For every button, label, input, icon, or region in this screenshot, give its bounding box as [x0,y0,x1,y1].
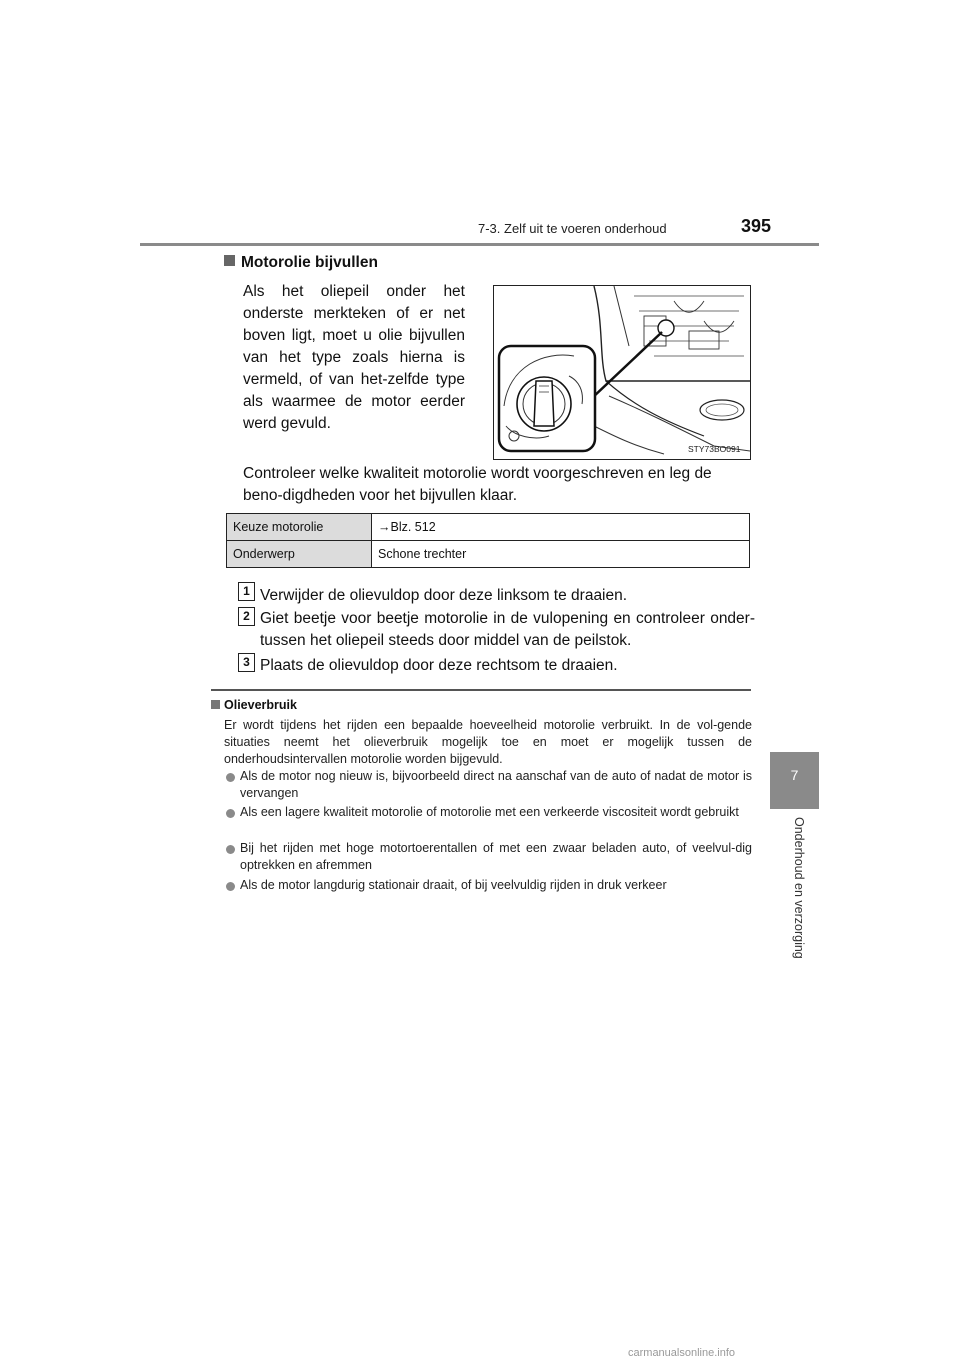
heading-text: Motorolie bijvullen [241,254,378,271]
bullet-dot-icon [226,809,235,818]
figure-code: STY73BO091 [688,444,741,454]
step-number-badge: 3 [238,653,255,672]
table-value: Schone trechter [372,541,750,568]
bullet-dot-icon [226,845,235,854]
bullet-dot-icon [226,882,235,891]
intro-paragraph: Als het oliepeil onder het onderste merkteken of er net boven ligt, moet u olie bijvullen van het type zoals hierna is vermeld, of van het-zelfde type als waarmee de motor eerder werd gevuld. [243,283,465,432]
step-number-badge: 1 [238,582,255,601]
note-paragraph: Er wordt tijdens het rijden een bepaalde hoeveelheid motorolie verbruikt. In de vol-gende situaties neemt het olieverbruik mogelijk toe en moet er mogelijk tussen de onderhoudsintervallen motorolie worden bijgevuld. [224,718,752,766]
table-row [227,541,750,568]
list-item: Bij het rijden met hoge motortoerentallen of met een zwaar beladen auto, of veelvul-dig optrekken en afremmen [240,841,752,872]
section-title: 7-3. Zelf uit te voeren onderhoud [478,221,667,236]
engine-illustration [493,285,751,460]
watermark: carmanualsonline.info [628,1347,736,1359]
section-divider [211,689,751,691]
oil-filler-cap-illustration [494,286,750,459]
step-text: Verwijder de olievuldop door deze linksom te draaien. [260,587,628,604]
table-value: →Blz. 512 [372,514,750,541]
check-paragraph: Controleer welke kwaliteit motorolie wordt voorgeschreven en leg de beno-digdheden voor het bijvullen klaar. [243,465,712,504]
list-item: Als een lagere kwaliteit motorolie of motorolie met een verkeerde viscositeit wordt gebruikt [240,805,739,819]
requirements-table [226,513,750,568]
step-text: Plaats de olievuldop door deze rechtsom te draaien. [260,657,618,674]
list-item: Als de motor langdurig stationair draait, of bij veelvuldig rijden in druk verkeer [240,878,667,892]
bullet-dot-icon [226,773,235,782]
step-number-badge: 2 [238,607,255,626]
note-heading [211,698,297,712]
chapter-number: 7 [790,767,799,783]
note-heading-text: Olieverbruik [224,698,297,712]
square-bullet-icon [211,700,220,709]
page-number: 395 [741,216,772,236]
section-heading [224,254,378,272]
table-key: Onderwerp [227,541,372,568]
table-key: Keuze motorolie [227,514,372,541]
step-text: Giet beetje voor beetje motorolie in de vulopening en controleer onder-tussen het oliepeil steeds door middel van de peilstok. [260,610,755,649]
chapter-title: Onderhoud en verzorging [792,817,806,959]
header-rule [140,243,819,246]
square-bullet-icon [224,255,235,266]
list-item: Als de motor nog nieuw is, bijvoorbeeld direct na aanschaf van de auto of nadat de motor is vervangen [240,769,752,800]
table-row [227,514,750,541]
